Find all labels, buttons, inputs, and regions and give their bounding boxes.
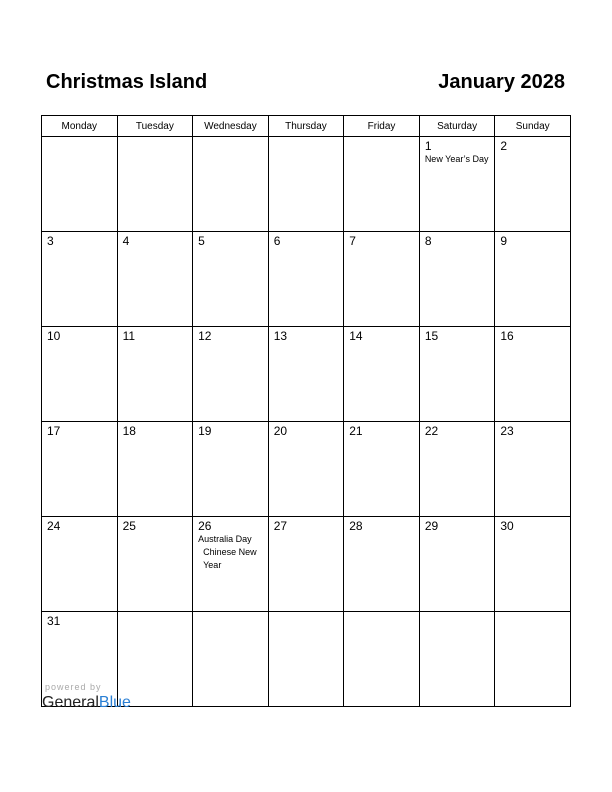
day-number: 18 (122, 424, 136, 438)
day-number: 12 (198, 329, 212, 343)
day-number: 25 (122, 519, 136, 533)
day-cell (344, 327, 420, 422)
calendar-grid (41, 115, 571, 707)
calendar-month-title: January 2028 (438, 71, 565, 93)
day-number: 19 (198, 424, 212, 438)
day-cell (117, 517, 193, 612)
day-cell (268, 422, 344, 517)
week-row (42, 232, 571, 327)
day-cell (42, 137, 118, 232)
day-number: 14 (349, 329, 363, 343)
day-cell (42, 517, 118, 612)
day-number: 5 (198, 234, 205, 248)
day-number: 17 (47, 424, 61, 438)
day-cell (268, 232, 344, 327)
day-number: 29 (424, 519, 439, 533)
weekday-header: Saturday (419, 116, 495, 137)
weekday-header: Friday (344, 116, 420, 137)
day-cell (193, 327, 269, 422)
day-cell (117, 422, 193, 517)
weekday-header: Sunday (495, 116, 571, 137)
day-cell (419, 517, 495, 612)
day-number: 30 (500, 519, 514, 533)
day-number: 13 (273, 329, 288, 343)
holiday-label: New Year’s Day (424, 154, 489, 164)
day-number: 8 (424, 234, 432, 248)
day-cell (344, 517, 420, 612)
day-cell (42, 232, 118, 327)
day-cell (344, 232, 420, 327)
day-cell (42, 612, 118, 707)
generalblue-logo[interactable] (42, 694, 131, 712)
day-number: 7 (349, 234, 356, 248)
day-number: 31 (47, 614, 61, 628)
day-cell (419, 612, 495, 707)
day-cell (117, 327, 193, 422)
logo-text-blue: Blue (98, 694, 131, 711)
day-cell (268, 517, 344, 612)
day-cell (344, 422, 420, 517)
weekday-header: Monday (42, 116, 118, 137)
day-cell (419, 232, 495, 327)
day-cell (117, 612, 193, 707)
day-cell (42, 327, 118, 422)
day-cell (495, 327, 571, 422)
day-cell (344, 137, 420, 232)
day-cell (419, 327, 495, 422)
weekday-header: Wednesday (193, 116, 269, 137)
day-number: 3 (47, 234, 54, 248)
day-cell (495, 422, 571, 517)
day-cell (344, 612, 420, 707)
day-number: 9 (500, 234, 508, 248)
day-number: 16 (500, 329, 514, 343)
day-number: 6 (273, 234, 281, 248)
day-cell (117, 137, 193, 232)
weekday-header-row (42, 116, 571, 137)
day-number: 15 (424, 329, 439, 343)
week-row (42, 612, 571, 707)
day-number: 10 (47, 329, 61, 343)
day-number: 23 (500, 424, 514, 438)
day-number: 2 (500, 139, 508, 153)
day-cell (268, 327, 344, 422)
day-cell (495, 612, 571, 707)
holiday-label: Chinese New Year (203, 547, 257, 570)
week-row (42, 137, 571, 232)
day-number: 21 (349, 424, 363, 438)
day-cell (419, 422, 495, 517)
week-row (42, 422, 571, 517)
week-row (42, 517, 571, 612)
day-number: 24 (47, 519, 61, 533)
day-cell (495, 232, 571, 327)
day-cell (495, 137, 571, 232)
weekday-header: Thursday (268, 116, 344, 137)
powered-by-label: powered by (45, 682, 102, 692)
day-cell (117, 232, 193, 327)
day-number: 22 (424, 424, 439, 438)
day-cell (193, 137, 269, 232)
day-cell (419, 137, 495, 232)
day-number: 26 (198, 519, 212, 533)
day-cell (193, 612, 269, 707)
day-number: 27 (273, 519, 288, 533)
day-number: 11 (122, 329, 136, 343)
day-number: 20 (273, 424, 288, 438)
day-cell (193, 517, 269, 612)
day-number: 28 (349, 519, 363, 533)
day-cell (268, 612, 344, 707)
day-cell (42, 422, 118, 517)
week-row (42, 327, 571, 422)
day-cell (495, 517, 571, 612)
day-number: 1 (424, 139, 432, 153)
day-cell (268, 137, 344, 232)
logo-text-general: General (42, 694, 99, 711)
day-cell (193, 422, 269, 517)
day-cell (193, 232, 269, 327)
weekday-header: Tuesday (117, 116, 193, 137)
calendar-region-title: Christmas Island (46, 71, 208, 93)
day-number: 4 (122, 234, 130, 248)
holiday-label: Australia Day (198, 534, 252, 544)
